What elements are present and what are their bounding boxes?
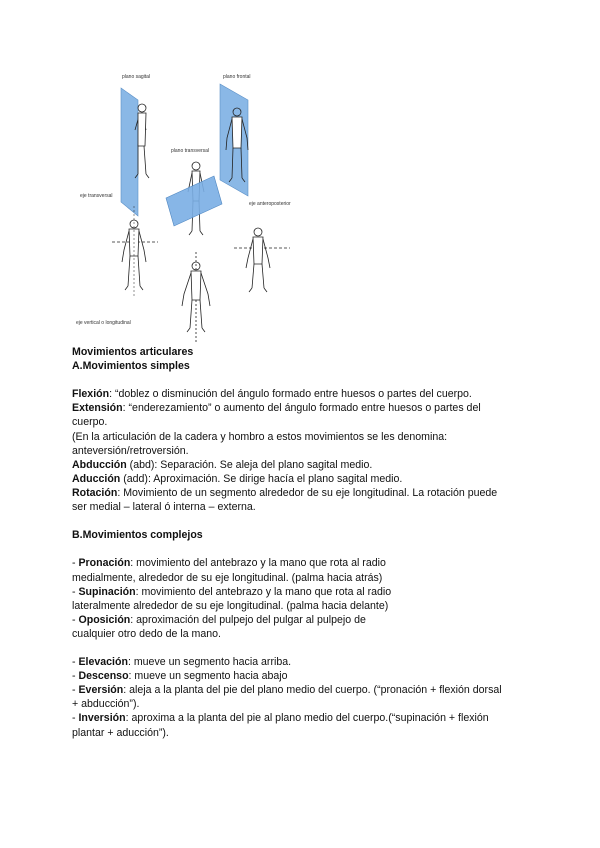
aduccion-entry: [72, 472, 542, 486]
bullet-dash: -: [72, 656, 79, 669]
pronacion-definition: : movimiento del antebrazo y la mano que rota al radio: [130, 557, 386, 570]
abduccion-term: Abducción: [72, 458, 127, 471]
bullet-dash: -: [72, 585, 79, 598]
elevacion-term: Elevación: [78, 656, 128, 669]
inversion-entry: [72, 711, 542, 725]
inversion-term: Inversión: [78, 712, 126, 725]
anteroposterior-axis-figure: [234, 228, 290, 292]
eversion-definition-cont: + abducción”).: [72, 698, 140, 711]
label-plano-sagital: plano sagital: [122, 74, 151, 80]
abduccion-definition: (abd): Separación. Se aleja del plano sagital medio.: [126, 458, 373, 471]
transversal-plane-figure: [166, 162, 222, 235]
pronacion-entry: [72, 556, 542, 570]
document-body: [72, 345, 542, 740]
rotacion-definition-cont: ser medial – lateral ó interna – externa.: [72, 501, 256, 514]
extension-definition-cont: cuerpo.: [72, 416, 108, 429]
supinacion-definition-cont: lateralmente alrededor de su eje longitudinal. (palma hacia delante): [72, 599, 389, 612]
rotacion-definition: : Movimiento de un segmento alrededor de su eje longitudinal. La rotación puede: [117, 486, 498, 499]
elevacion-definition: : mueve un segmento hacia arriba.: [127, 656, 292, 669]
bullet-dash: -: [72, 684, 79, 697]
pronacion-term: Pronación: [78, 557, 131, 570]
aduccion-definition: (add): Aproximación. Se dirige hacía el plano sagital medio.: [120, 472, 403, 485]
bullet-dash: -: [72, 557, 79, 570]
sagittal-plane-figure: [121, 88, 149, 216]
label-eje-transversal: eje transversal: [80, 193, 113, 199]
note-line-2: anteversión/retroversión.: [72, 444, 189, 457]
oposicion-term: Oposición: [78, 613, 131, 626]
extension-definition: : “enderezamiento” o aumento del ángulo formado entre huesos o partes del: [122, 402, 481, 415]
label-plano-transversal: plano transversal: [171, 148, 210, 154]
descenso-entry: [72, 669, 542, 683]
eversion-definition: : aleja a la planta del pie del plano medio del cuerpo. (“pronación + flexión dorsal: [123, 684, 502, 697]
oposicion-definition: : aproximación del pulpejo del pulgar al pulpejo de: [130, 613, 366, 626]
oposicion-definition-cont: cualquier otro dedo de la mano.: [72, 627, 222, 640]
eversion-entry: [72, 683, 542, 697]
frontal-plane-figure: [220, 84, 248, 196]
aduccion-term: Aducción: [72, 472, 121, 485]
transverse-axis-figure: [112, 206, 158, 298]
eversion-term: Eversión: [78, 684, 124, 697]
anatomical-planes-figure: [66, 66, 328, 344]
inversion-definition: : aproxima a la planta del pie al plano medio del cuerpo.(“supinación + flexión: [125, 712, 489, 725]
section-a-title: A.Movimientos simples: [72, 360, 190, 373]
section-title: Movimientos articulares: [72, 346, 194, 358]
section-b-title: B.Movimientos complejos: [72, 529, 203, 542]
pronacion-definition-cont: medialmente, alrededor de su eje longitudinal. (palma hacia atrás): [72, 571, 383, 584]
flexion-definition: : “doblez o disminución del ángulo formado entre huesos o partes del cuerpo.: [109, 388, 472, 401]
extension-term: Extensión: [72, 402, 123, 415]
vertical-axis-figure: [182, 252, 210, 342]
oposicion-entry: [72, 613, 542, 627]
descenso-term: Descenso: [78, 670, 129, 683]
supinacion-term: Supinación: [78, 585, 136, 598]
descenso-definition: : mueve un segmento hacia abajo: [128, 670, 288, 683]
note-line-1: (En la articulación de la cadera y hombro a estos movimientos se les denomina:: [72, 430, 448, 443]
rotacion-entry: [72, 486, 542, 500]
label-plano-frontal: plano frontal: [223, 74, 251, 80]
label-eje-anteroposterior: eje anteroposterior: [249, 201, 291, 207]
flexion-entry: [72, 387, 542, 401]
supinacion-entry: [72, 585, 542, 599]
extension-entry: [72, 401, 542, 415]
planes-and-axes-illustration: [66, 66, 328, 344]
inversion-definition-cont: plantar + aducción”).: [72, 726, 169, 739]
bullet-dash: -: [72, 613, 79, 626]
flexion-term: Flexión: [72, 388, 110, 401]
supinacion-definition: : movimiento del antebrazo y la mano que rota al radio: [135, 585, 392, 598]
bullet-dash: -: [72, 670, 79, 683]
rotacion-term: Rotación: [72, 486, 118, 499]
label-eje-vertical: eje vertical o longitudinal: [76, 320, 131, 326]
bullet-dash: -: [72, 712, 79, 725]
elevacion-entry: [72, 655, 542, 669]
abduccion-entry: [72, 458, 542, 472]
